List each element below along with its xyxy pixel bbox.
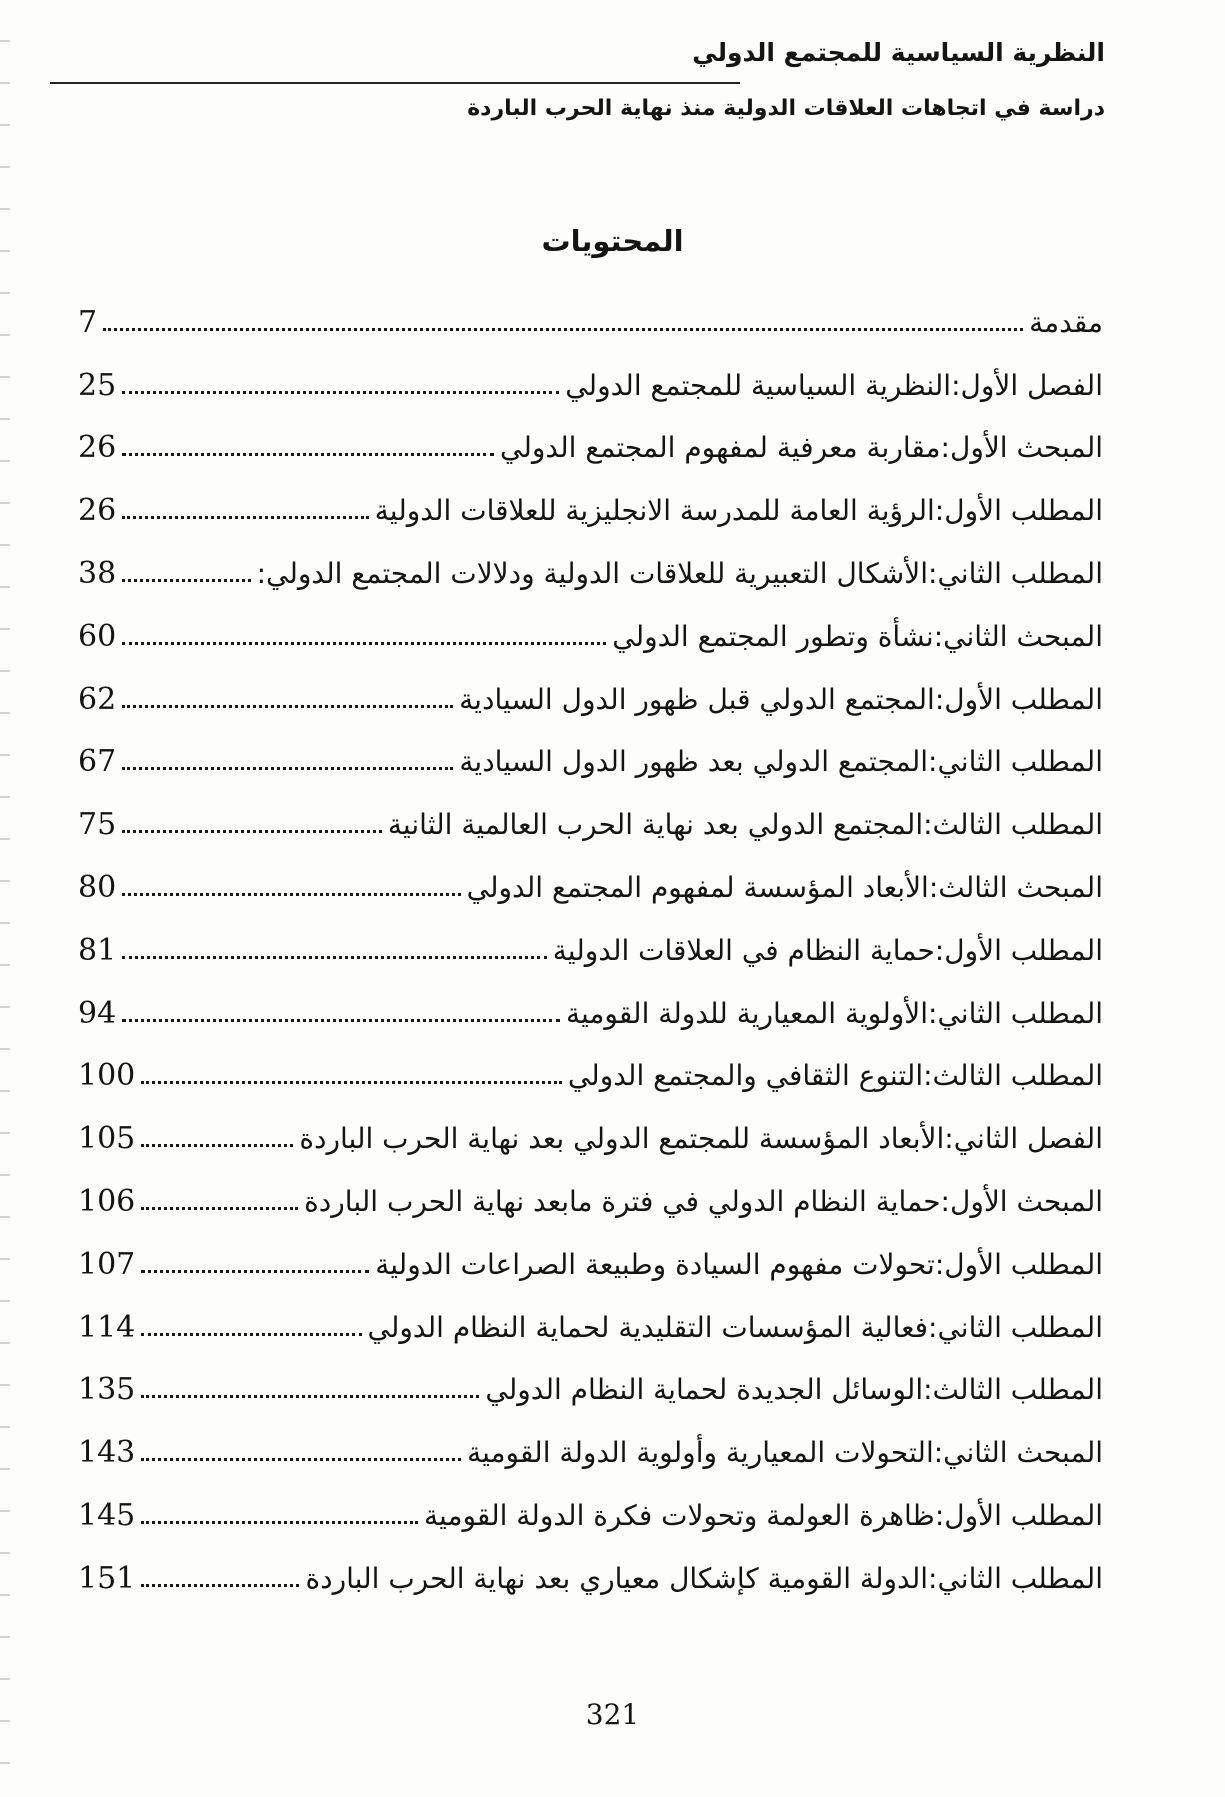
toc-entry-page: 100	[78, 1058, 136, 1094]
toc-entry-page: 62	[78, 681, 117, 717]
toc-entry-label: الفصل الأول:النظرية السياسية للمجتمع الدولي	[565, 368, 1103, 402]
toc-entry-label: الفصل الثاني:الأبعاد المؤسسة للمجتمع الدولي بعد نهاية الحرب الباردة	[299, 1122, 1103, 1156]
toc-entry	[78, 1421, 1103, 1484]
toc-entry	[78, 605, 1103, 668]
toc-entry-page: 60	[78, 618, 117, 654]
toc-entry-label: المبحث الأول:مقاربة معرفية لمفهوم المجتمع الدولي	[500, 431, 1103, 465]
toc-entry	[78, 856, 1103, 919]
toc-entry-label: المطلب الأول:حماية النظام في العلاقات الدولية	[552, 933, 1103, 967]
toc-entry-label: المطلب الثالث:التنوع الثقافي والمجتمع الدولي	[567, 1059, 1103, 1093]
toc-entry-label: المبحث الثاني:نشأة وتطور المجتمع الدولي	[612, 619, 1103, 653]
toc-entry-page: 26	[78, 493, 117, 529]
toc-entry-label: المطلب الثاني:الأشكال التعبيرية للعلاقات الدولية ودلالات المجتمع الدولي:	[256, 557, 1103, 591]
table-of-contents	[78, 291, 1103, 1610]
toc-entry	[78, 1045, 1103, 1108]
toc-dot-leader	[141, 1381, 479, 1398]
toc-entry	[78, 982, 1103, 1045]
toc-entry	[78, 731, 1103, 794]
toc-entry-page: 75	[78, 807, 117, 843]
toc-dot-leader	[122, 377, 559, 394]
page-number: 321	[585, 1698, 640, 1731]
toc-entry-page: 67	[78, 744, 117, 780]
toc-entry	[78, 668, 1103, 731]
toc-entry-page: 81	[78, 932, 117, 968]
toc-entry-label: المطلب الأول:المجتمع الدولي قبل ظهور الدول السيادية	[459, 682, 1103, 716]
toc-dot-leader	[122, 879, 460, 896]
toc-dot-leader	[141, 1130, 293, 1147]
toc-dot-leader	[122, 628, 606, 645]
toc-entry	[78, 291, 1103, 354]
toc-entry-page: 94	[78, 995, 117, 1031]
toc-entry	[78, 1296, 1103, 1359]
toc-entry-label: المطلب الأول:الرؤية العامة للمدرسة الانجليزية للعلاقات الدولية	[374, 494, 1103, 528]
toc-entry-label: المطلب الثالث:المجتمع الدولي بعد نهاية الحرب العالمية الثانية	[387, 808, 1103, 842]
toc-entry-label: المطلب الثالث:الوسائل الجديدة لحماية النظام الدولي	[485, 1373, 1103, 1407]
toc-entry-label: المطلب الثاني:الدولة القومية كإشكال معياري بعد نهاية الحرب الباردة	[305, 1561, 1103, 1595]
toc-dot-leader	[122, 691, 453, 708]
toc-entry-page: 25	[78, 367, 117, 403]
toc-dot-leader	[122, 502, 369, 519]
toc-entry-label: المبحث الأول:حماية النظام الدولي في فترة مابعد نهاية الحرب الباردة	[304, 1185, 1103, 1219]
toc-dot-leader	[122, 565, 250, 582]
toc-dot-leader	[141, 1067, 562, 1084]
toc-dot-leader	[141, 1507, 418, 1524]
toc-entry-page: 143	[78, 1435, 136, 1471]
toc-entry	[78, 919, 1103, 982]
running-head-subtitle: دراسة في اتجاهات العلاقات الدولية منذ نهاية الحرب الباردة	[467, 96, 1105, 121]
toc-entry	[78, 793, 1103, 856]
binding-edge	[0, 0, 10, 1797]
toc-dot-leader	[141, 1193, 298, 1210]
toc-entry-label: المبحث الثالث:الأبعاد المؤسسة لمفهوم المجتمع الدولي	[466, 871, 1103, 905]
toc-entry-page: 80	[78, 870, 117, 906]
toc-entry	[78, 354, 1103, 417]
toc-entry	[78, 1547, 1103, 1610]
toc-dot-leader	[141, 1256, 369, 1273]
toc-entry	[78, 1359, 1103, 1422]
toc-entry-page: 38	[78, 556, 117, 592]
toc-dot-leader	[103, 314, 1023, 331]
toc-entry-label: المطلب الثاني:المجتمع الدولي بعد ظهور الدول السيادية	[459, 745, 1103, 779]
toc-dot-leader	[122, 816, 382, 833]
toc-dot-leader	[122, 439, 494, 456]
toc-entry-page: 114	[78, 1309, 136, 1345]
toc-entry	[78, 1170, 1103, 1233]
toc-entry-page: 107	[78, 1246, 136, 1282]
toc-entry	[78, 1233, 1103, 1296]
toc-title: المحتويات	[541, 224, 684, 258]
toc-entry-label: المطلب الأول:ظاهرة العولمة وتحولات فكرة الدولة القومية	[423, 1499, 1103, 1533]
running-head-title: النظرية السياسية للمجتمع الدولي	[692, 38, 1105, 67]
toc-entry-page: 106	[78, 1184, 136, 1220]
toc-entry-label: المطلب الثاني:فعالية المؤسسات التقليدية لحماية النظام الدولي	[367, 1310, 1103, 1344]
toc-entry	[78, 1107, 1103, 1170]
toc-entry-label: المطلب الأول:تحولات مفهوم السيادة وطبيعة الصراعات الدولية	[375, 1247, 1103, 1281]
toc-dot-leader	[122, 753, 453, 770]
header-rule	[50, 82, 740, 84]
toc-entry	[78, 417, 1103, 480]
toc-entry-page: 26	[78, 430, 117, 466]
toc-entry	[78, 479, 1103, 542]
toc-entry-label: مقدمة	[1029, 305, 1103, 339]
toc-dot-leader	[122, 1005, 560, 1022]
toc-entry-label: المطلب الثاني:الأولوية المعيارية للدولة القومية	[565, 996, 1103, 1030]
toc-dot-leader	[141, 1570, 299, 1587]
toc-entry-page: 105	[78, 1121, 136, 1157]
toc-entry-page: 7	[78, 304, 98, 340]
toc-entry-page: 135	[78, 1372, 136, 1408]
toc-entry	[78, 1484, 1103, 1547]
toc-dot-leader	[122, 942, 547, 959]
toc-entry	[78, 542, 1103, 605]
toc-dot-leader	[141, 1444, 461, 1461]
toc-entry-page: 145	[78, 1498, 136, 1534]
toc-entry-label: المبحث الثاني:التحولات المعيارية وأولوية الدولة القومية	[467, 1436, 1103, 1470]
toc-dot-leader	[141, 1319, 361, 1336]
toc-entry-page: 151	[78, 1560, 136, 1596]
